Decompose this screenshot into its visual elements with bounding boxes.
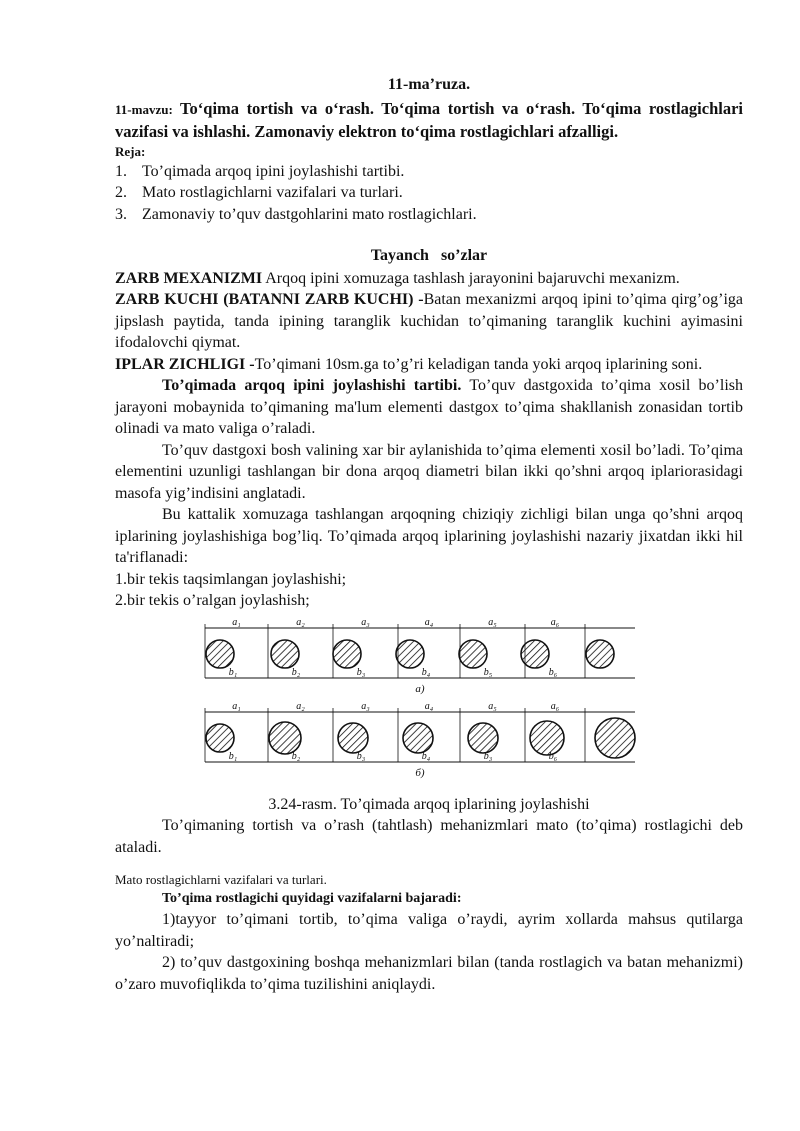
keyword-entry <box>115 354 743 376</box>
section1-paragraph-3: Bu kattalik xomuzaga tashlangan arqoqning chiziqiy zichligi bilan unga qo’shni arqoq iplarining joylashishiga bog’liq. To’qimada arqoq iplarining joylashishi nazariy jixatdan ikki hil ta'riflanadi: <box>115 506 743 566</box>
plan-item <box>115 204 743 226</box>
dimension-label-b: b₂ <box>291 750 301 762</box>
diagram-row-tag: a) <box>415 682 425 695</box>
section2-subheading: To’qima rostlagichi quyidagi vazifalarni bajaradi: <box>162 891 462 906</box>
keyword-definition: Arqoq ipini xomuzaga tashlash jarayonini bajaruvchi mexanizm. <box>262 269 680 287</box>
weft-thread-section <box>338 723 368 753</box>
keyword-entry <box>115 268 743 290</box>
dimension-label-a: a₅ <box>488 700 497 712</box>
dimension-label-a: a₁ <box>232 616 241 628</box>
dimension-label-b: b₁ <box>228 666 238 678</box>
section1-paragraph-1 <box>115 375 743 440</box>
weft-thread-section <box>271 640 299 668</box>
section1-conclusion: To’qimaning tortish va o’rash (tahtlash) mehanizmlari mato (to’qima) rostlagichi deb ataladi. <box>115 817 743 856</box>
plan-item <box>115 161 743 183</box>
dimension-label-b: b₄ <box>421 666 431 678</box>
dimension-label-b: b₃ <box>483 750 493 762</box>
dimension-label-a: a₂ <box>296 616 305 628</box>
plan-item-number: 2. <box>115 184 127 201</box>
arrangement-type-2: 2.bir tekis o’ralgan joylashish; <box>115 592 310 609</box>
plan-item-number: 3. <box>115 205 127 223</box>
dimension-label-a: a₃ <box>361 700 370 712</box>
weft-thread-section <box>269 722 301 754</box>
weft-thread-section <box>459 640 487 668</box>
dimension-label-a: a₁ <box>232 700 241 712</box>
document-page <box>115 74 743 995</box>
dimension-label-b: b₃ <box>356 750 366 762</box>
dimension-label-b: b₁ <box>228 750 238 762</box>
plan-item-number: 1. <box>115 162 127 180</box>
keywords-heading-word-1: Tayanch <box>370 247 429 264</box>
weft-thread-section <box>396 640 424 668</box>
plan-item-text: Mato rostlagichlarni vazifalari va turlari. <box>142 184 403 201</box>
dimension-label-b: b₂ <box>291 666 301 678</box>
dimension-label-b: b₃ <box>356 666 366 678</box>
weft-diagram <box>115 614 743 794</box>
topic-label: 11-mavzu: <box>115 101 173 117</box>
weft-thread-section <box>595 718 635 758</box>
dimension-label-b: b₄ <box>421 750 431 762</box>
section1-paragraph-1-text: To’quv dastgoxida to’qima xosil bo’lish jarayoni mobaynida to’qimaning ma'lum elementi dastgox to’qima shakllanish zonasidan tortib olinadi va mato valiga o’raladi. <box>115 377 744 437</box>
dimension-label-a: a₃ <box>361 616 370 628</box>
weft-thread-section <box>206 640 234 668</box>
dimension-label-b: b₆ <box>548 666 558 678</box>
diagram-row-a <box>205 617 635 695</box>
topic-paragraph <box>115 98 743 143</box>
diagram-row-tag: б) <box>415 766 425 779</box>
keyword-term: ZARB KUCHI (BATANNI ZARB KUCHI) - <box>115 291 424 308</box>
keywords-heading <box>115 245 743 267</box>
dimension-label-b: b₆ <box>548 750 558 762</box>
weft-arrangement-figure <box>115 614 743 794</box>
dimension-label-b: b₅ <box>483 666 493 678</box>
section2-heading: Mato rostlagichlarni vazifalari va turlari. <box>115 872 327 887</box>
dimension-label-a: a₆ <box>550 700 560 712</box>
arrangement-type-1: 1.bir tekis taqsimlangan joylashishi; <box>115 570 347 588</box>
dimension-label-a: a₂ <box>296 700 305 712</box>
dimension-label-a: a₆ <box>550 616 560 628</box>
topic-text: To‘qima tortish va o‘rash. To‘qima tortish va o‘rash. To‘qima rostlagichlari vazifasi va ishlashi. Zamonaviy elektron to‘qima rostlagichlari afzalligi. <box>115 98 743 141</box>
dimension-label-a: a₄ <box>424 700 434 712</box>
weft-thread-section <box>206 724 234 752</box>
keywords-heading-word-2: so’zlar <box>440 247 488 264</box>
diagram-row-b <box>205 701 635 779</box>
dimension-label-a: a₅ <box>488 616 497 628</box>
plan-list <box>115 161 743 226</box>
section1-heading: To’qimada arqoq ipini joylashishi tartibi. <box>162 377 462 394</box>
lecture-title: 11-ma’ruza. <box>387 76 471 93</box>
weft-thread-section <box>468 723 498 753</box>
weft-thread-section <box>333 640 361 668</box>
plan-item-text: Zamonaviy to’quv dastgohlarini mato rostlagichlari. <box>142 205 477 223</box>
keyword-term: IPLAR ZICHLIGI - <box>115 355 255 373</box>
plan-item-text: To’qimada arqoq ipini joylashishi tartibi. <box>142 162 405 180</box>
weft-thread-section <box>521 640 549 668</box>
section1-paragraph-2: To’quv dastgoxi bosh valining xar bir aylanishida to’qima elementi xosil bo’ladi. To’qima elementini uzunligi tashlangan bir dona arqoq diametri bilan ikki qo’shni arqoq iplariorasidagi masofa yig’indisini anglatadi. <box>115 441 743 502</box>
weft-thread-section <box>403 723 433 753</box>
figure-caption: 3.24-rasm. To’qimada arqoq iplarining joylashishi <box>268 795 590 813</box>
dimension-label-a: a₄ <box>424 616 434 628</box>
weft-thread-section <box>586 640 614 668</box>
plan-item <box>115 182 743 204</box>
keyword-entry <box>115 289 743 354</box>
plan-heading: Reja: <box>115 143 146 159</box>
keyword-definition: To’qimani 10sm.ga to’g’ri keladigan tanda yoki arqoq iplarining soni. <box>254 355 703 373</box>
weft-thread-section <box>530 721 564 755</box>
keyword-definition: Batan mexanizmi arqoq ipini to’qima qirg’og’iga jipslash paytida, tanda ipining taranglik kuchidan to’qimaning taranglik kuchini ayimasini ifodalovchi qiymat. <box>115 291 743 351</box>
section2-item-1: 1)tayyor to’qimani tortib, to’qima valiga o’raydi, ayrim xollarda mahsus qutilarga yo’naltiradi; <box>115 911 743 950</box>
section2-item-2: 2) to’quv dastgoxining boshqa mehanizmlari bilan (tanda rostlagich va batan mehanizmi) o’zaro muvofiqlikda to’qima tuzilishini aniqlaydi. <box>115 954 743 993</box>
keyword-term: ZARB MEXANIZMI <box>115 269 263 287</box>
